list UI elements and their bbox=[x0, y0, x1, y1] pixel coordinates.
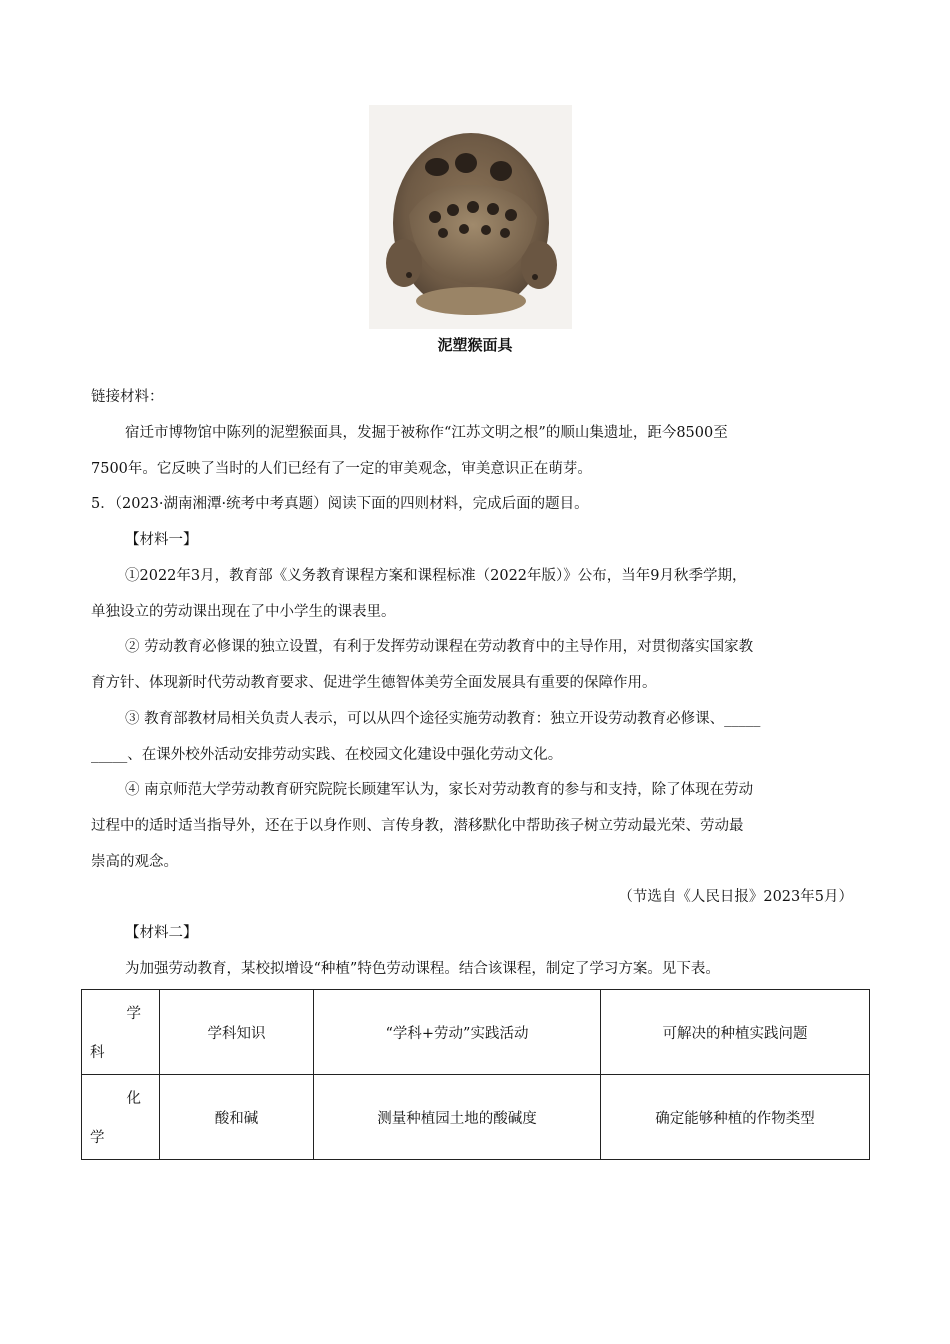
material-1-p2-line-1: ② 劳动教育必修课的独立设置，有利于发挥劳动课程在劳动教育中的主导作用，对贯彻落实国家教 bbox=[125, 639, 754, 655]
row-activity-cell: 测量种植园土地的酸碱度 bbox=[314, 1075, 601, 1160]
row-problem-cell: 确定能够种植的作物类型 bbox=[601, 1075, 870, 1160]
header-subject-char-2: 科 bbox=[90, 1045, 105, 1061]
header-subject-char-1: 学 bbox=[126, 1006, 141, 1022]
material-1-p1-line-1: ①2022年3月，教育部《义务教育课程方案和课程标准（2022年版）》公布，当年9月秋季学期， bbox=[125, 568, 747, 584]
row-subject-char-2: 学 bbox=[90, 1130, 105, 1146]
header-knowledge-cell: 学科知识 bbox=[160, 990, 314, 1075]
table-header-row bbox=[82, 990, 870, 1075]
row-knowledge-cell: 酸和碱 bbox=[160, 1075, 314, 1160]
material-1-p4-line-3: 崇高的观念。 bbox=[91, 854, 178, 870]
material-1-p2-line-2: 育方针、体现新时代劳动教育要求、促进学生德智体美劳全面发展具有重要的保障作用。 bbox=[91, 675, 657, 691]
material-2-text: 为加强劳动教育，某校拟增设“种植”特色劳动课程。结合该课程，制定了学习方案。见下表。 bbox=[125, 961, 720, 977]
material-1-p1-line-2: 单独设立的劳动课出现在了中小学生的课表里。 bbox=[91, 604, 396, 620]
material-1-p4-line-1: ④ 南京师范大学劳动教育研究院院长顾建军认为，家长对劳动教育的参与和支持，除了体现在劳动 bbox=[125, 782, 754, 798]
row-subject-cell bbox=[82, 1075, 160, 1160]
clay-monkey-mask-image bbox=[369, 105, 572, 329]
material-1-title: 【材料一】 bbox=[125, 532, 198, 548]
monkey-mask-photo bbox=[369, 105, 572, 329]
question-5-intro: 5．（2023·湖南湘潭·统考中考真题）阅读下面的四则材料，完成后面的题目。 bbox=[91, 496, 589, 512]
material-1-p3-line-1: ③ 教育部教材局相关负责人表示，可以从四个途径实施劳动教育：独立开设劳动教育必修课、_____ bbox=[125, 711, 761, 727]
material-1-p4-line-2: 过程中的适时适当指导外，还在于以身作则、言传身教，潜移默化中帮助孩子树立劳动最光荣、劳动最 bbox=[91, 818, 744, 834]
header-activity-cell: “学科+劳动”实践活动 bbox=[314, 990, 601, 1075]
link-heading: 链接材料： bbox=[91, 389, 164, 405]
material-2-title: 【材料二】 bbox=[125, 925, 198, 941]
header-subject-cell bbox=[82, 990, 160, 1075]
header-problem-cell: 可解决的种植实践问题 bbox=[601, 990, 870, 1075]
material-1-source: （节选自《人民日报》2023年5月） bbox=[618, 889, 853, 905]
row-subject-char-1: 化 bbox=[126, 1091, 141, 1107]
link-paragraph-line-2: 7500年。它反映了当时的人们已经有了一定的审美观念，审美意识正在萌芽。 bbox=[91, 461, 592, 477]
material-1-p3-line-2: _____、在课外校外活动安排劳动实践、在校园文化建设中强化劳动文化。 bbox=[91, 747, 563, 763]
figure-caption: 泥塑猴面具 bbox=[437, 336, 513, 354]
study-plan-table bbox=[81, 989, 870, 1160]
link-paragraph-line-1: 宿迁市博物馆中陈列的泥塑猴面具，发掘于被称作“江苏文明之根”的顺山集遗址，距今8500至 bbox=[125, 425, 728, 441]
table-row bbox=[82, 1075, 870, 1160]
